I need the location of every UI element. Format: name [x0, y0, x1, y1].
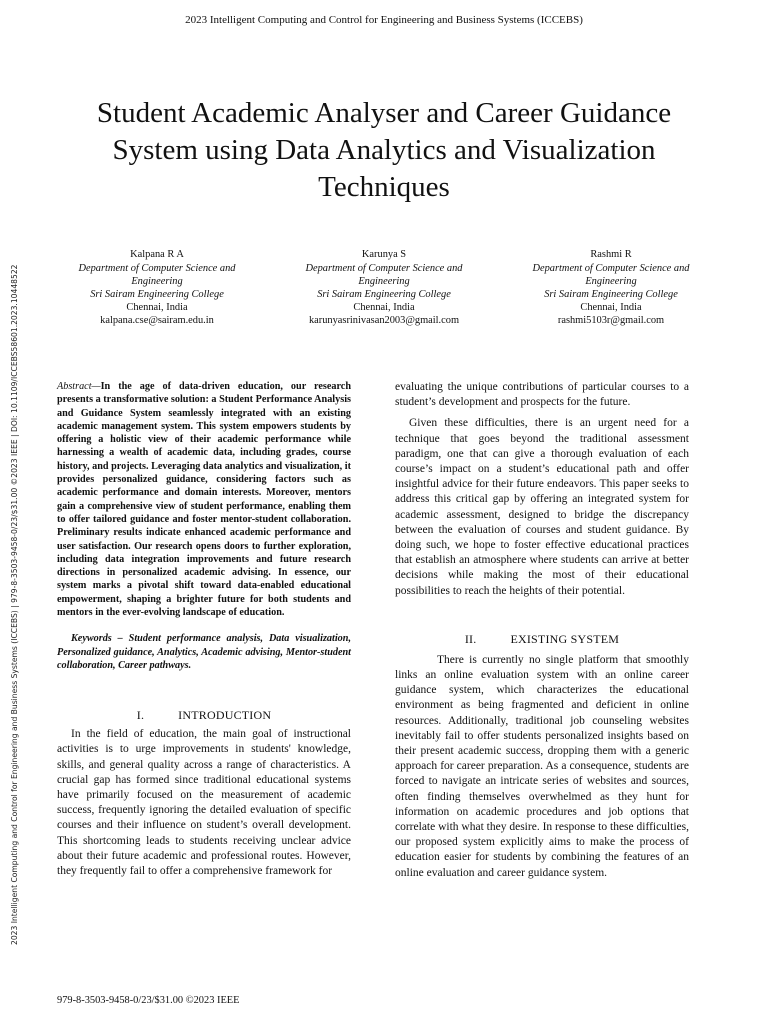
- author-location: Chennai, India: [126, 302, 188, 313]
- author-name: Karunya S: [361, 249, 407, 260]
- section-heading-existing-system: [395, 632, 689, 647]
- author-institution: Sri Sairam Engineering College: [544, 289, 678, 300]
- abstract-text: In the age of data-driven education, our research presents a transformative solution: a Student Performance Analysis and Guidance System seamlessly integrated with an existing academic management system. This system empowers students by offering a holistic view of their academic performance while harnessing a wealth of academic data, including grades, course history, and projects. Leveraging data analytics and visualization, it provides personalized guidance, considering factors such as academic performance and domain interests. Moreover, mentors gain a comprehensive view of student performance, enabling them to offer tailored guidance and foster mentor-student collaboration. Preliminary results indicate enhanced academic performance and user satisfaction. Our research opens doors to further exploration, including data integration improvements and future research directions in personalized academic advising. In essence, our system marks a pivotal shift toward data-enabled educational empowerment, shaping a brighter future for both students and mentors in the ever-evolving landscape of education.: [57, 381, 351, 619]
- existing-system-paragraph: There is currently no single platform that smoothly links an online evaluation system with an online career guidance system, which characterizes the educational environment as being fragmented and deficient in online resources. Additionally, traditional job counseling websites inevitably fail to offer students personalized insights based on their present academic success, dropping them with a generic approach for career preparation. As a consequence, students are forced to navigate an intricate series of websites and sources, often finding themselves overwhelmed as they hunt for information on academic procedures and job options that correlate with what they desire. In response to these difficulties, our proposed system explicitly aims to make the process of education easier for students by combining the features of an online evaluation and career guidance system.: [395, 653, 689, 879]
- author-institution: Sri Sairam Engineering College: [317, 289, 451, 300]
- section-number: II.: [464, 631, 477, 646]
- paper-title: Student Academic Analyser and Career Guidance System using Data Analytics and Visualization Techniques: [96, 97, 672, 203]
- section-title: INTRODUCTION: [178, 708, 272, 723]
- author-location: Chennai, India: [353, 302, 415, 313]
- author-1: [52, 248, 262, 327]
- abstract: [57, 380, 351, 619]
- side-doi-note: 2023 Intelligent Computing and Control for Engineering and Business Systems (ICCEBS) | 979-8-3503-9458-0/23/$31.00 ©2023 IEEE | DOI: 10.1109/ICCEBS58601.2023.10448522: [10, 264, 19, 945]
- keywords: Keywords – Student performance analysis, Data visualization, Personalized guidance, Analytics, Academic advising, Mentor-student collaboration, Career pathways.: [57, 633, 351, 671]
- right-column: [395, 380, 689, 881]
- author-2: [279, 248, 489, 327]
- conference-header: 2023 Intelligent Computing and Control for Engineering and Business Systems (ICCEBS): [185, 14, 583, 26]
- author-department: Department of Computer Science and Engineering: [78, 263, 236, 287]
- author-institution: Sri Sairam Engineering College: [90, 289, 224, 300]
- intro-paragraph-1: In the field of education, the main goal of instructional activities is to urge improvements in students' knowledge, skills, and general quality across a range of characteristics. A crucial gap has formed since traditional educational systems have primarily focused on the measurement of academic success, frequently ignoring the detailed evaluation of specific courses and their influence on student’s overall development. This shortcoming leads to students receiving unclear advice about their future academic and professional routes. However, they frequently fail to offer a comprehensive framework for: [57, 728, 351, 878]
- author-department: Department of Computer Science and Engineering: [532, 263, 690, 287]
- left-column: [57, 380, 351, 879]
- author-department: Department of Computer Science and Engineering: [305, 263, 463, 287]
- section-heading-introduction: [57, 708, 351, 723]
- intro-paragraph-2: Given these difficulties, there is an urgent need for a technique that goes beyond the traditional assessment paradigm, one that can give a thorough evaluation of each course’s impact on a student’s educational path and offer insightful advice for their future endeavors. This paper seeks to address this critical gap by offering an integrated system for academic assessment, designed to bridge the discrepancy between the evaluation of courses and student guidance. By doing such, we hope to foster effective educational practices that establish an atmosphere where students can arrive at better decisions while making the most of their educational possibilities to reach the heights of their potential.: [395, 417, 689, 597]
- author-name: Kalpana R A: [130, 249, 184, 260]
- author-block: [52, 248, 716, 327]
- intro-paragraph-1-continued: evaluating the unique contributions of particular courses to a student’s development and prospects for the future.: [395, 381, 689, 409]
- section-number: I.: [136, 708, 145, 723]
- author-email[interactable]: kalpana.cse@sairam.edu.in: [100, 315, 214, 326]
- author-email[interactable]: rashmi5103r@gmail.com: [557, 315, 665, 326]
- author-location: Chennai, India: [580, 302, 642, 313]
- author-name: Rashmi R: [590, 249, 632, 260]
- author-3: [506, 248, 716, 327]
- author-email[interactable]: karunyasrinivasan2003@gmail.com: [308, 315, 460, 326]
- copyright-footer: 979-8-3503-9458-0/23/$31.00 ©2023 IEEE: [57, 995, 240, 1006]
- section-title: EXISTING SYSTEM: [510, 631, 620, 646]
- abstract-label: Abstract—: [57, 381, 101, 392]
